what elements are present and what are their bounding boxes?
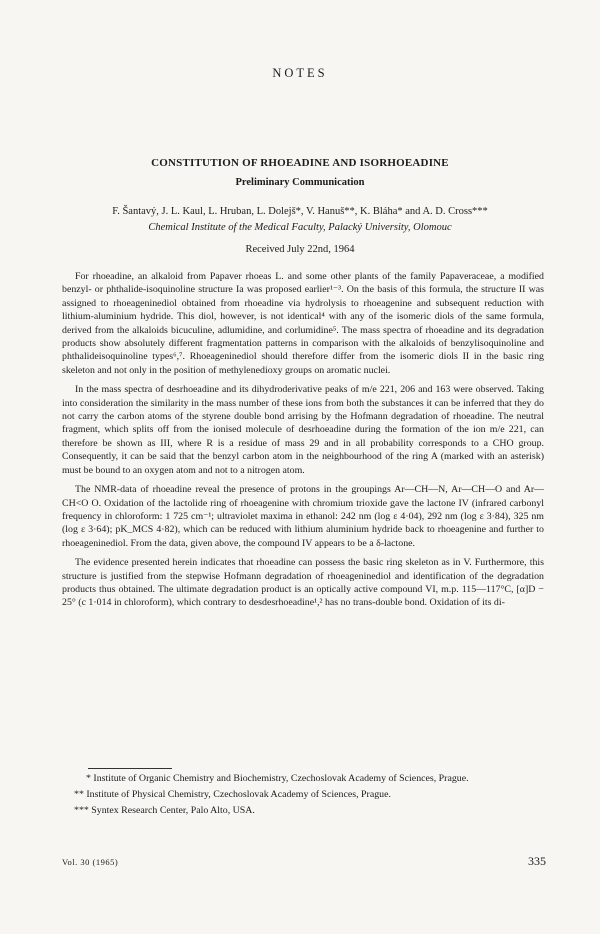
- article-title: CONSTITUTION OF RHOEADINE AND ISORHOEADINE: [151, 157, 449, 169]
- volume-info: Vol. 30 (1965): [62, 857, 119, 867]
- author-affiliation: Chemical Institute of the Medical Faculty, Palacký University, Olomouc: [148, 222, 452, 233]
- footnote-2: ** Institute of Physical Chemistry, Czechoslovak Academy of Sciences, Prague.: [74, 789, 391, 800]
- article-body: [62, 270, 544, 616]
- section-header: NOTES: [272, 66, 328, 80]
- page-number: 335: [528, 854, 546, 868]
- paragraph-3: The NMR-data of rhoeadine reveal the presence of protons in the groupings Ar—CH—N, Ar—CH—O and Ar—CH<O O. Oxidation of the lactolide ring of rhoeagenine with chromium trioxide gave the lactone IV (infrared carbonyl frequency in chloroform: 1 725 cm⁻¹; ultraviolet maxima in ethanol: 242 nm (log ε 4·04), 292 nm (log ε 3·84), 325 nm (log ε 3·64); pK_MCS 4·82), which can be reduced with lithium aluminium hydride back to rhoeagenine and further to rhoeageninediol. From the data, given above, the compound IV appears to be a δ-lactone.: [62, 484, 544, 549]
- received-date: Received July 22nd, 1964: [245, 244, 355, 255]
- footnote-3: *** Syntex Research Center, Palo Alto, USA.: [74, 805, 255, 816]
- author-list: F. Šantavý, J. L. Kaul, L. Hruban, L. Dolejš*, V. Hanuš**, K. Bláha* and A. D. Cross***: [112, 206, 488, 217]
- footnotes: [62, 772, 544, 817]
- paragraph-2: In the mass spectra of desrhoeadine and its dihydroderivative peaks of m/e 221, 206 and 163 were observed. Taking into consideration the similarity in the mass number of these ions from both the substances it can be inferred that they do not carry the carbon atoms of the styrene double bond arrising by the Hofmann degradation of rhoeadine. The neutral fragment, which splits off from the ionised molecule of desrhoeadine during the formation of the ion m/e 221, can therefore be shown as III, where R is a residue of mass 29 and in all probability corresponds to a CHO group. Consequently, it can be said that the benzyl carbon atom in the neighbourhood of the ring A (marked with an asterisk) must be bound to an oxygen atom and not to a nitrogen atom.: [62, 384, 544, 476]
- paragraph-4: The evidence presented herein indicates that rhoeadine can possess the basic ring skeleton as in V. Furthermore, this structure is justified from the stepwise Hofmann degradation of rhoeageninediol and identification of the degradation products thus obtained. The ultimate degradation product is an optically active compound VI, m.p. 115—117°C, [α]D − 25° (c 1·014 in chloroform), which contrary to desdesrhoeadine¹,² has no trans-double bond. Oxidation of its di-: [62, 557, 544, 609]
- paragraph-1: For rhoeadine, an alkaloid from Papaver rhoeas L. and some other plants of the family Papaveraceae, a modified benzyl- or phthalide-isoquinoline structure Ia was proposed earlier¹⁻³. On the basis of this formula, the structure II was assigned to rhoeageninediol obtained from rhoeadine via hydrolysis to rhoeagenine and subsequent reduction with lithium-aluminium hydride. This diol, however, is not identical⁴ with any of the isomeric diols of the same formula, derived from the alkaloids bicuculine, adlumidine, and corlumidine⁵. The mass spectra of rhoeadine and its degradation products show absolutely different fragmentation patterns in comparison with the alkaloids of benzylisoquinoline and phthalideisoquinoline types⁶,⁷. Rhoeageninediol should therefore differ from the isomeric diols II in the basic ring skeleton and not only in the position of methylenedioxy groups on aromatic nuclei.: [62, 271, 544, 376]
- article-subtitle: Preliminary Communication: [235, 177, 365, 188]
- footnote-1: * Institute of Organic Chemistry and Biochemistry, Czechoslovak Academy of Sciences, Prague.: [86, 773, 469, 784]
- footnote-divider: [88, 768, 172, 769]
